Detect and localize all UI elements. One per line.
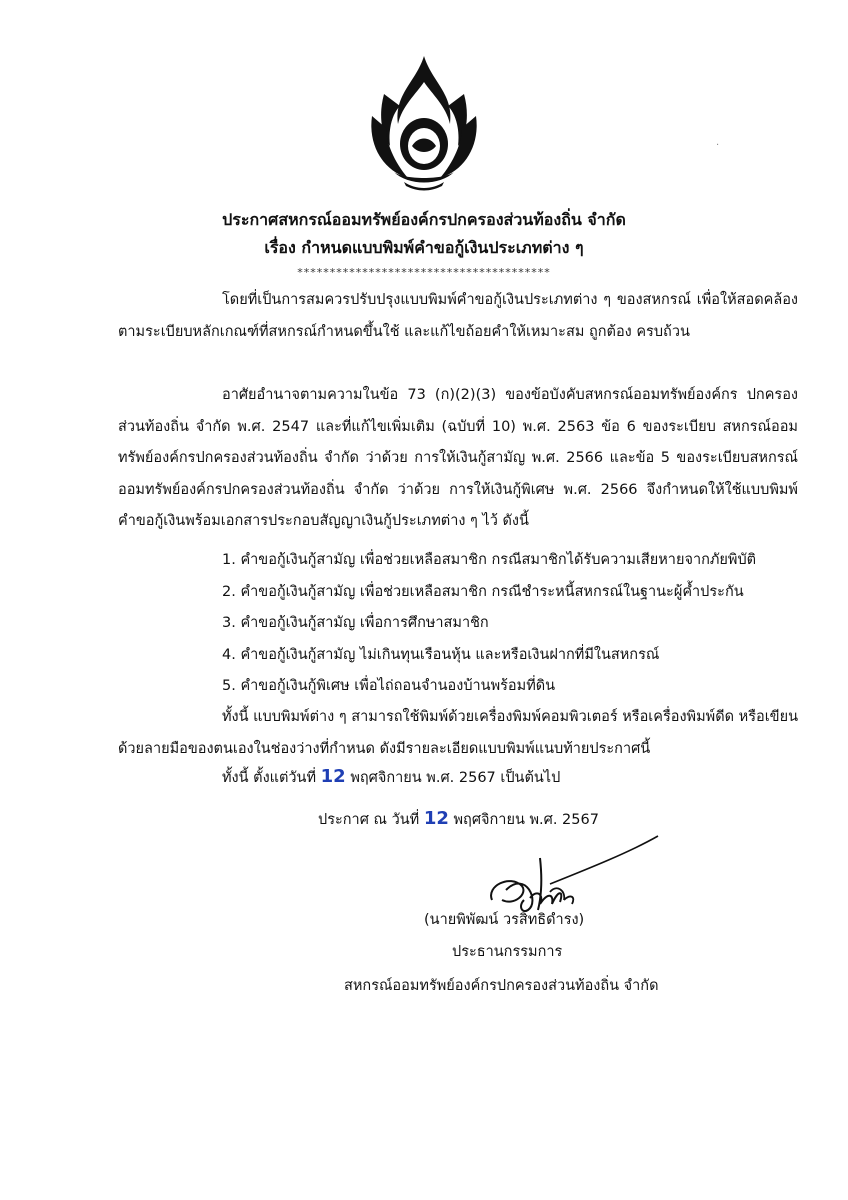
list-item: 5. คำขอกู้เงินกู้พิเศษ เพื่อไถ่ถอนจำนองบ้านพร้อมที่ดิน	[222, 678, 556, 694]
announced-prefix: ประกาศ ณ วันที่	[318, 812, 420, 828]
announced-suffix: พฤศจิกายน พ.ศ. 2567	[453, 812, 599, 828]
form-list	[222, 545, 756, 703]
announced-day-handwritten: 12	[423, 808, 449, 829]
announcement-title: ประกาศสหกรณ์ออมทรัพย์องค์กรปกครองส่วนท้องถิ่น จำกัด	[222, 210, 626, 229]
list-item: 1. คำขอกู้เงินกู้สามัญ เพื่อช่วยเหลือสมาชิก กรณีสมาชิกได้รับความเสียหายจากภัยพิบัติ	[222, 552, 757, 568]
separator-line: ***************************************	[297, 266, 551, 279]
effective-prefix: ทั้งนี้ ตั้งแต่วันที่	[222, 770, 317, 786]
effective-date-line	[222, 766, 560, 789]
list-item: 3. คำขอกู้เงินกู้สามัญ เพื่อการศึกษาสมาชิก	[222, 615, 489, 631]
paragraph-purpose: โดยที่เป็นการสมควรปรับปรุงแบบพิมพ์คำขอกู้เงินประเภทต่าง ๆ ของสหกรณ์ เพื่อให้สอดคล้องตามระเบียบหลักเกณฑ์ที่สหกรณ์กำหนดขึ้นใช้ และแก้ไขถ้อยคำให้เหมาะสม ถูกต้อง ครบถ้วน	[118, 292, 798, 340]
paragraph-authority: อาศัยอำนาจตามความในข้อ 73 (ก)(2)(3) ของข้อบังคับสหกรณ์ออมทรัพย์องค์กร ปกครองส่วนท้องถิ่น จำกัด พ.ศ. 2547 และที่แก้ไขเพิ่มเติม (ฉบับที่ 10) พ.ศ. 2563 ข้อ 6 ของระเบียบ สหกรณ์ออมทรัพย์องค์กรปกครองส่วนท้องถิ่น จำกัด ว่าด้วย การให้เงินกู้สามัญ พ.ศ. 2566 และข้อ 5 ของระเบียบสหกรณ์ออมทรัพย์องค์กรปกครองส่วนท้องถิ่น จำกัด ว่าด้วย การให้เงินกู้พิเศษ พ.ศ. 2566 จึงกำหนดให้ใช้แบบพิมพ์คำขอกู้เงินพร้อมเอกสารประกอบสัญญาเงินกู้ประเภทต่าง ๆ ไว้ ดังนี้	[118, 387, 798, 529]
list-item: 4. คำขอกู้เงินกู้สามัญ ไม่เกินทุนเรือนหุ้น และหรือเงินฝากที่มีในสหกรณ์	[222, 646, 660, 663]
signer-name: (นายพิพัฒน์ วรสิทธิดำรง)	[424, 912, 585, 928]
list-item: 2. คำขอกู้เงินกู้สามัญ เพื่อช่วยเหลือสมาชิก กรณีชำระหนี้สหกรณ์ในฐานะผู้ค้ำประกัน	[222, 583, 744, 600]
paragraph-usage: ทั้งนี้ แบบพิมพ์ต่าง ๆ สามารถใช้พิมพ์ด้วยเครื่องพิมพ์คอมพิวเตอร์ หรือเครื่องพิมพ์ดีด หรือเขียนด้วยลายมือของตนเองในช่องว่างที่กำหนด ดังมีรายละเอียดแบบพิมพ์แนบท้ายประกาศนี้	[118, 709, 798, 757]
cooperative-emblem-icon	[364, 54, 484, 194]
announcement-date-line	[318, 808, 599, 831]
effective-suffix: พฤศจิกายน พ.ศ. 2567 เป็นต้นไป	[350, 770, 561, 786]
signer-position: ประธานกรรมการ	[452, 944, 563, 960]
announcement-subject: เรื่อง กำหนดแบบพิมพ์คำขอกู้เงินประเภทต่าง ๆ	[264, 238, 584, 257]
effective-day-handwritten: 12	[320, 766, 346, 787]
scan-speck: ·	[716, 140, 720, 151]
signer-organization: สหกรณ์ออมทรัพย์องค์กรปกครองส่วนท้องถิ่น จำกัด	[344, 978, 659, 994]
